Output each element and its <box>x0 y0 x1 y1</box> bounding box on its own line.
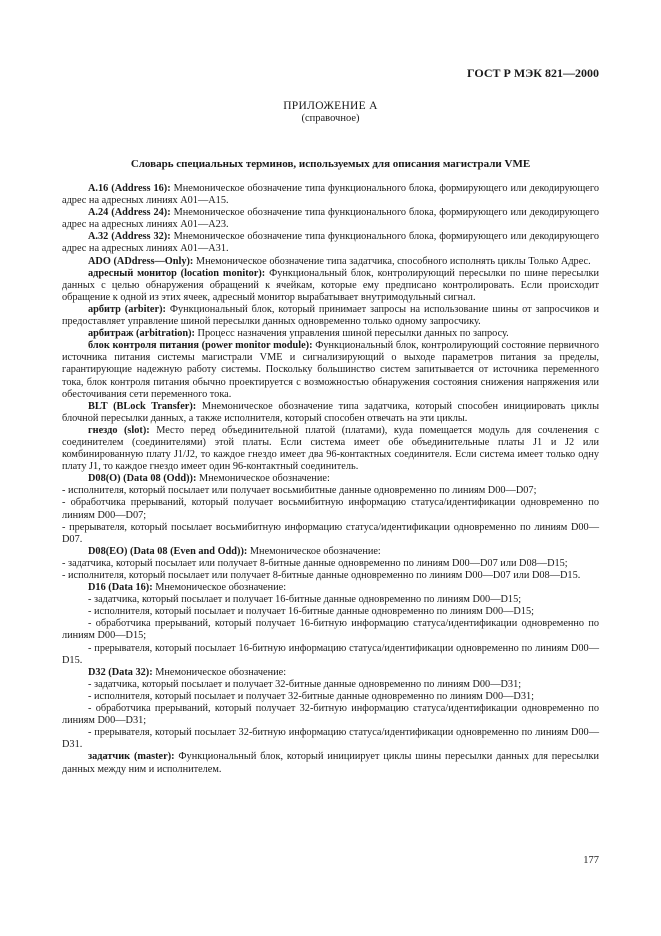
glossary-entry <box>62 340 599 400</box>
glossary-definition: - задатчика, который посылает и получает 32-битные данные одновременно по линиям D00—D31; <box>88 678 522 690</box>
glossary-list-item <box>62 703 599 727</box>
glossary-entry <box>62 304 599 328</box>
glossary-list-item <box>62 522 599 546</box>
glossary-term: задатчик (master): <box>88 751 175 763</box>
glossary-entry <box>62 268 599 304</box>
glossary-definition: - обработчика прерываний, который получает восьмибитную информацию статуса/идентификации одновременно по линиям D00—D07; <box>62 497 599 521</box>
glossary-list-item <box>62 485 599 497</box>
glossary-list-item <box>62 497 599 521</box>
glossary-definition: - прерывателя, который посылает восьмибитную информацию статуса/идентификации одновременно по линиям D00—D07. <box>62 521 599 545</box>
glossary-definition: Мнемоническое обозначение типа функционального блока, формирующего или декодирующего адрес на адресных линиях A01—A15. <box>62 183 599 207</box>
glossary-definition: Мнемоническое обозначение типа задатчика, который способен инициировать циклы блочной пересылки данных, а также исполнителя, который способен отвечать на эти циклы. <box>62 400 599 424</box>
glossary-term: A.16 (Address 16): <box>88 183 171 194</box>
glossary-list-item <box>62 727 599 751</box>
glossary-term: блок контроля питания (power monitor module): <box>88 340 313 352</box>
glossary-definition: - задатчика, который посылает или получает 8-битные данные одновременно по линиям D00—D07 или D08—D15; <box>62 557 568 569</box>
glossary-definition: - обработчика прерываний, который получает 32-битную информацию статуса/идентификации одновременно по линиям D00—D31; <box>62 703 599 727</box>
glossary-entry <box>62 256 599 268</box>
glossary-entry <box>62 183 599 207</box>
glossary-entry <box>62 751 599 775</box>
glossary-list-item <box>62 643 599 667</box>
glossary-definition: Функциональный блок, который инициирует циклы шины пересылки данных для пересылки данных между ним и исполнителем. <box>62 751 599 775</box>
glossary-definition: - исполнителя, который посылает или получает восьмибитные данные одновременно по линиям D00—D07; <box>62 485 537 497</box>
glossary-list-item <box>62 570 599 582</box>
glossary-term: A.32 (Address 32): <box>88 231 171 243</box>
glossary-definition: Функциональный блок, контролирующий состояние первичного источника питания системы магистрали VME и сигнализирующий о выходе параметров питания за пределы, гарантирующие надежную работу системы. Поскольку большинство систем запитывается от источника переменного тока, блок контроля питания обычно проектируется с возможностью обнаружения состояния снижения напряжения или обесточивания сети переменного тока. <box>62 340 599 400</box>
glossary-entry <box>62 425 599 473</box>
glossary-entry <box>62 328 599 340</box>
glossary-entry <box>62 546 599 558</box>
glossary-term: гнездо (slot): <box>88 424 150 436</box>
document-title: Словарь специальных терминов, используемых для описания магистрали VME <box>130 158 531 170</box>
glossary-definition: Мнемоническое обозначение типа функционального блока, формирующего или декодирующего адрес на адресных линиях A01—A31. <box>62 231 599 255</box>
glossary-entry <box>62 667 599 679</box>
glossary-definition: - исполнителя, который посылает или получает 8-битные данные одновременно по линиям D00—D07 или D08—D15. <box>62 570 581 581</box>
glossary-entry <box>62 207 599 231</box>
glossary-definition: Мнемоническое обозначение: <box>152 666 287 678</box>
glossary-list-item <box>62 606 599 618</box>
appendix-title: ПРИЛОЖЕНИЕ А <box>283 100 378 112</box>
glossary-definition: - прерывателя, который посылает 32-битную информацию статуса/идентификации одновременно по линиям D00—D31. <box>62 727 599 751</box>
glossary-list-item <box>62 679 599 691</box>
glossary-list-item <box>62 594 599 606</box>
glossary-definition: Место перед объединительной платой (платами), куда помещается модуль для сочленения с соединителем (соединителями) этой платы. Если система имеет обе объединительные платы J1 и J2 или комбинированную плату J1/J2, то каждое гнездо имеет два 96-контактных соединителя. Если система имеет только одну плату J1, то каждое гнездо имеет один 96-контактный соединитель. <box>62 424 599 473</box>
glossary-list-item <box>62 558 599 570</box>
glossary-term: D08(O) (Data 08 (Odd)): <box>88 473 197 485</box>
appendix-subtitle: (справочное) <box>301 113 360 124</box>
page-number: 177 <box>583 855 599 866</box>
glossary-term: D32 (Data 32): <box>88 666 153 678</box>
glossary-definition: Мнемоническое обозначение: <box>196 473 330 485</box>
glossary-definition: Процесс назначения управления шиной пересылки данных по запросу. <box>194 328 509 340</box>
glossary-entry <box>62 582 599 594</box>
glossary-definition: Мнемоническое обозначение: <box>152 582 287 594</box>
glossary-definition: - исполнителя, который посылает и получает 32-битные данные одновременно по линиям D00—D31; <box>88 690 535 702</box>
glossary-definition: Мнемоническое обозначение типа задатчика, способного исполнять циклы Только Адрес. <box>193 255 591 267</box>
glossary-definition: Мнемоническое обозначение типа функционального блока, формирующего или декодирующего адрес на адресных линиях A01—A23. <box>62 207 599 231</box>
glossary-term: адресный монитор (location monitor): <box>88 267 266 279</box>
glossary-entry <box>62 473 599 485</box>
glossary-term: арбитр (arbiter): <box>88 303 166 315</box>
glossary-term: BLT (BLock Transfer): <box>88 400 197 412</box>
glossary-definition: - прерывателя, который посылает 16-битную информацию статуса/идентификации одновременно по линиям D00—D15. <box>62 642 599 666</box>
glossary-term: D08(EO) (Data 08 (Even and Odd)): <box>88 545 248 557</box>
glossary-definition: Мнемоническое обозначение: <box>247 545 381 557</box>
glossary-term: A.24 (Address 24): <box>88 207 171 219</box>
glossary-definition: Функциональный блок, контролирующий пересылки по шине пересылки данных с целью обнаружения обращений к ячейкам, которые ему предписано контролировать. Если происходит обращение к одной из этих ячеек, адресный монитор вырабатывает внутримодульный сигнал. <box>62 267 599 303</box>
glossary-body <box>62 183 599 776</box>
glossary-definition: - исполнителя, который посылает и получает 16-битные данные одновременно по линиям D00—D15; <box>88 606 535 618</box>
glossary-entry <box>62 231 599 255</box>
glossary-list-item <box>62 691 599 703</box>
glossary-definition: - обработчика прерываний, который получает 16-битную информацию статуса/идентификации одновременно по линиям D00—D15; <box>62 618 599 642</box>
glossary-entry <box>62 401 599 425</box>
glossary-list-item <box>62 618 599 642</box>
glossary-term: D16 (Data 16): <box>88 582 153 594</box>
glossary-definition: Функциональный блок, который принимает запросы на использование шины от запросчиков и предоставляет управление шиной пересылки данных одновременно только одному запросчику. <box>62 303 600 328</box>
glossary-definition: - задатчика, который посылает и получает 16-битные данные одновременно по линиям D00—D15; <box>88 594 522 606</box>
glossary-term: арбитраж (arbitration): <box>88 328 195 340</box>
glossary-term: ADO (ADdress—Only): <box>88 255 194 267</box>
standard-code-header: ГОСТ Р МЭК 821—2000 <box>467 66 599 80</box>
